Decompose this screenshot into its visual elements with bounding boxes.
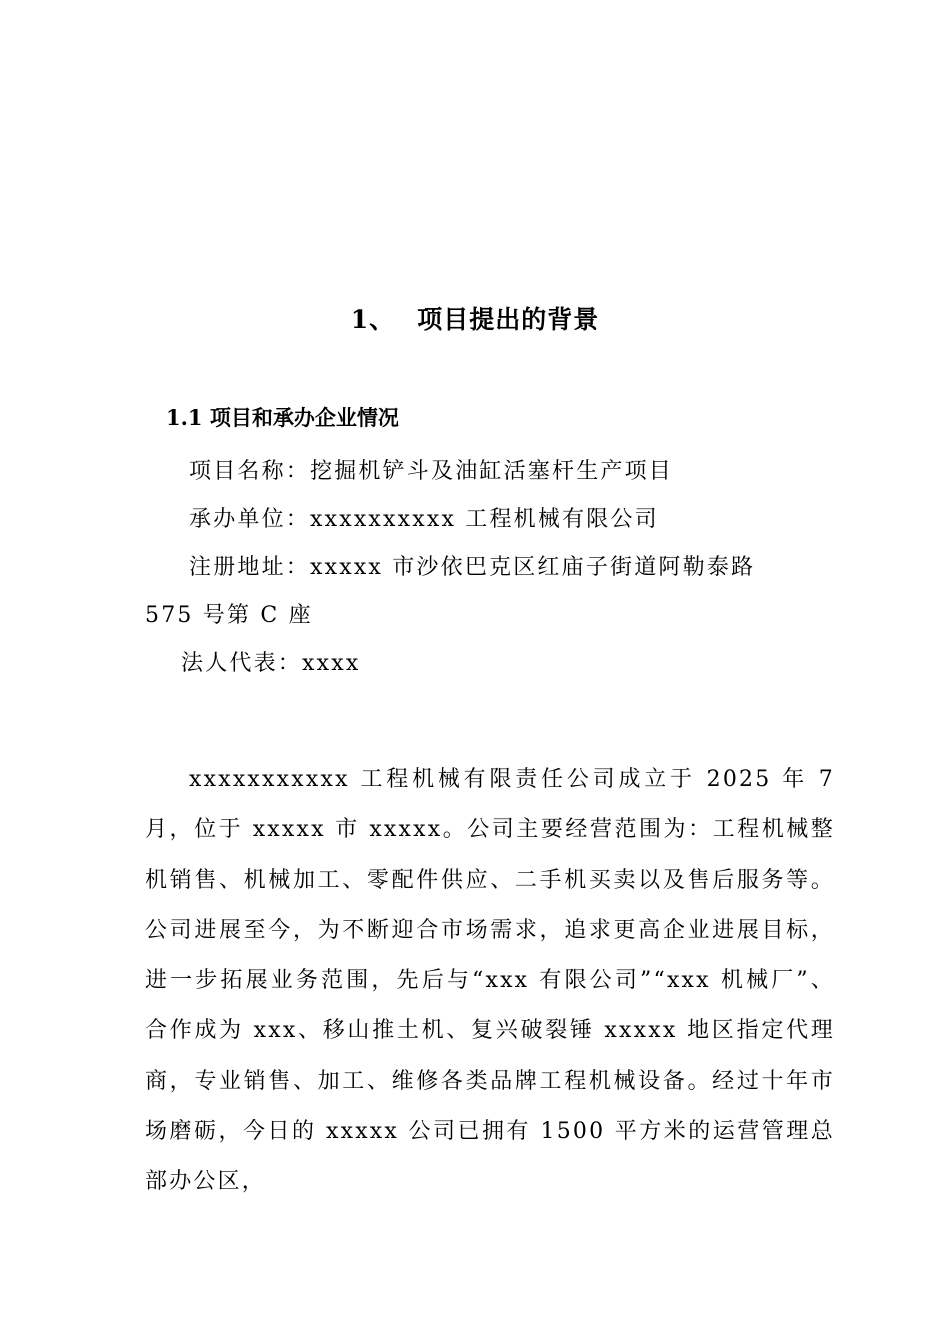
chapter-number: 1、 bbox=[350, 305, 396, 334]
chapter-title bbox=[0, 300, 950, 340]
project-name-line: 项目名称：挖掘机铲斗及油缸活塞杆生产项目 bbox=[189, 459, 674, 484]
organizer-line: 承办单位：xxxxxxxxxx 工程机械有限公司 bbox=[189, 507, 659, 532]
section-title: 1.1 项目和承办企业情况 bbox=[166, 405, 399, 430]
company-description-paragraph: xxxxxxxxxxx 工程机械有限责任公司成立于 2025 年 7 月，位于 xxxxx 市 xxxxx。公司主要经营范围为：工程机械整机销售、机械加工、零配件供应、二手机买卖以及售后服务等。公司进展至今，为不断迎合市场需求，追求更高企业进展目标，进一步拓展业务范围，先后与“xxx 有限公司”“xxx 机械厂”、合作成为 xxx、移山推土机、复兴破裂锤 xxxxx 地区指定代理商，专业销售、加工、维修各类品牌工程机械设备。经过十年市场磨砺，今日的 xxxxx 公司已拥有 1500 平方米的运营管理总部办公区， bbox=[145, 767, 835, 1195]
project-info-block bbox=[145, 448, 835, 688]
chapter-title-text: 项目提出的背景 bbox=[417, 305, 600, 334]
legal-representative-line: 法人代表：xxxx bbox=[181, 651, 361, 676]
address-line-1: 注册地址：xxxxx 市沙依巴克区红庙子街道阿勒泰路 bbox=[189, 555, 756, 580]
address-line-2: 575 号第 C 座 bbox=[145, 603, 313, 628]
